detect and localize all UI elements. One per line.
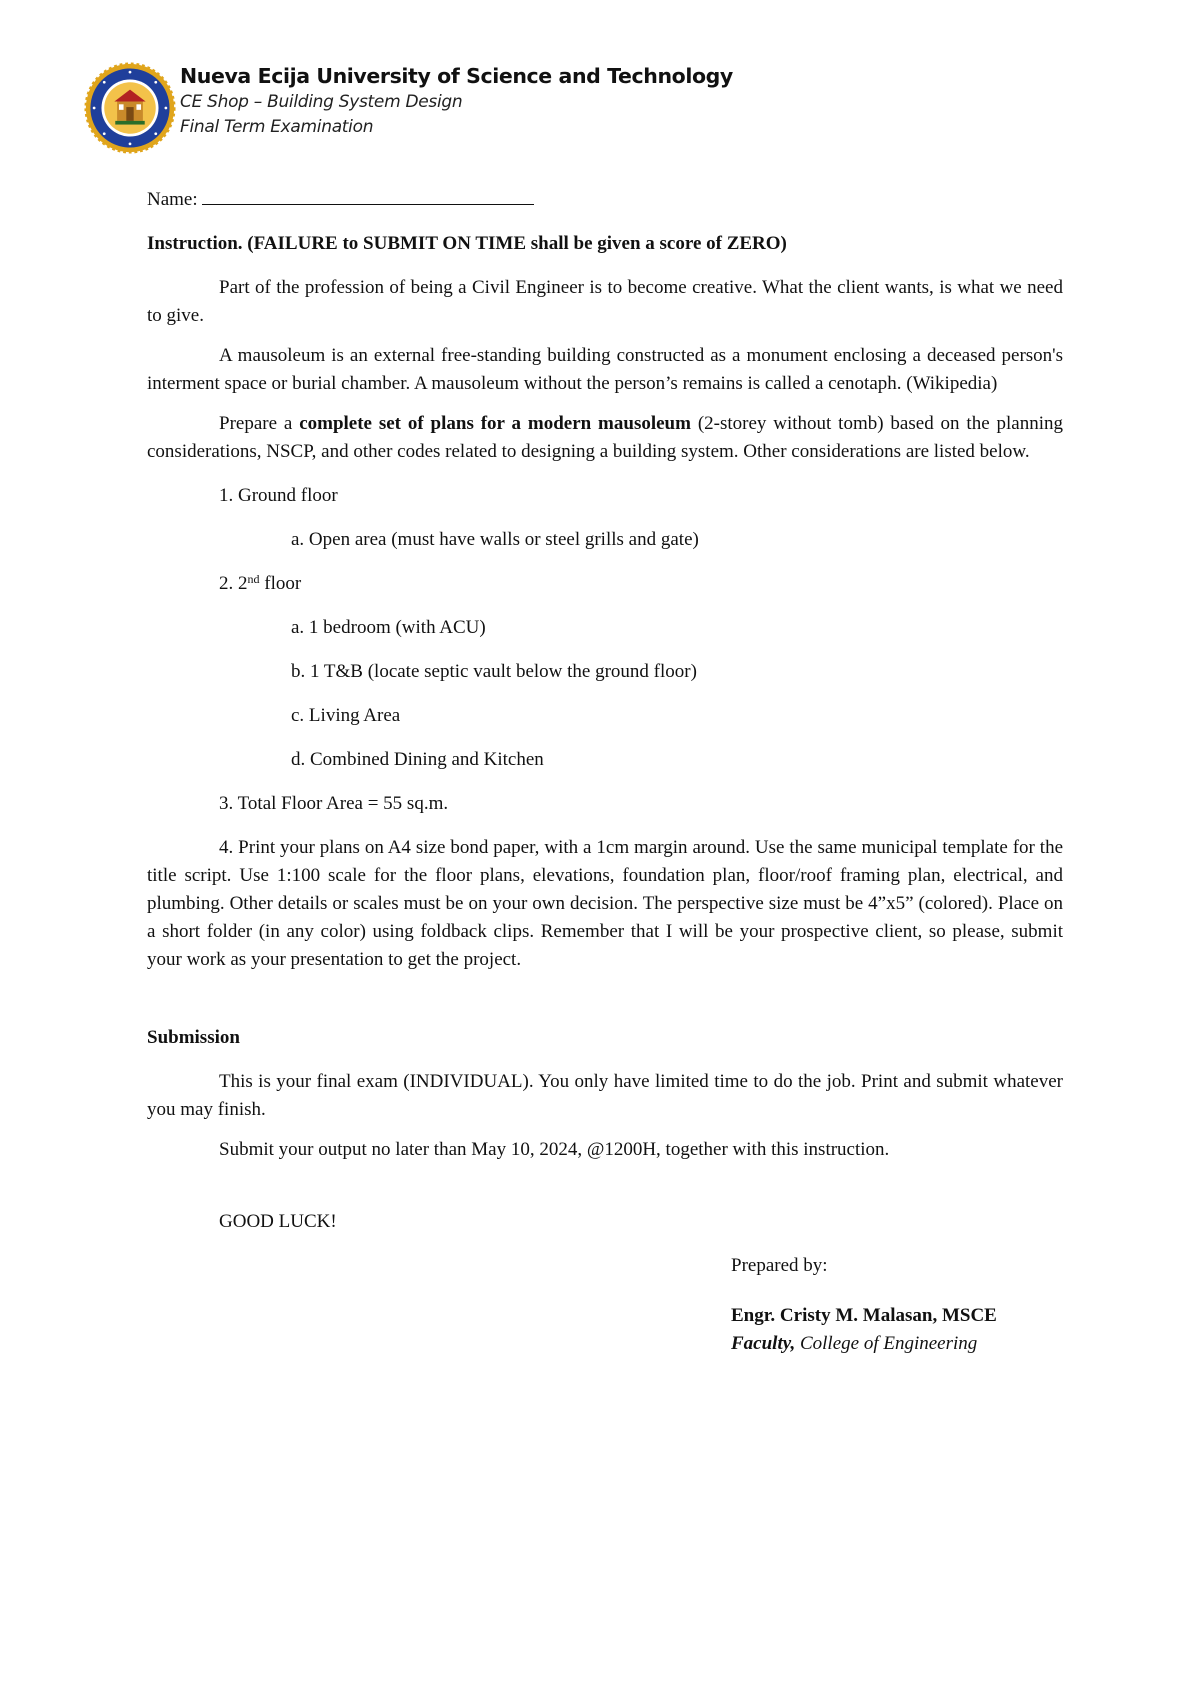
instruction-heading: Instruction. (FAILURE to SUBMIT ON TIME shall be given a score of ZERO) xyxy=(147,233,787,254)
second-floor-number: 2. 2 xyxy=(219,573,248,594)
university-name: Nueva Ecija University of Science and Technology xyxy=(180,64,733,88)
submission-heading: Submission xyxy=(147,1027,240,1048)
name-label: Name: xyxy=(147,189,198,210)
name-blank-line xyxy=(202,186,534,205)
submission-paragraph-1: This is your final exam (INDIVIDUAL). You only have limited time to do the job. Print and submit whatever you may finish. xyxy=(147,1071,1063,1120)
submission-deadline: Submit your output no later than May 10, 2024, @1200H, together with this instruction. xyxy=(219,1139,890,1160)
list-item-toilet-bath: b. 1 T&B (locate septic vault below the ground floor) xyxy=(291,661,697,682)
list-item-ground-floor: 1. Ground floor xyxy=(219,485,338,506)
list-item-floor-area: 3. Total Floor Area = 55 sq.m. xyxy=(219,793,449,814)
closing-good-luck: GOOD LUCK! xyxy=(219,1211,337,1232)
second-floor-label: floor xyxy=(259,573,302,594)
list-item-open-area: a. Open area (must have walls or steel grills and gate) xyxy=(291,529,699,550)
signatory-name: Engr. Cristy M. Malasan, MSCE xyxy=(731,1305,997,1326)
second-floor-suffix: nd xyxy=(247,572,260,586)
list-item-second-floor xyxy=(147,570,1063,598)
university-seal-logo xyxy=(84,62,176,154)
list-item-bedroom: a. 1 bedroom (with ACU) xyxy=(291,617,486,638)
list-item-dining-kitchen: d. Combined Dining and Kitchen xyxy=(291,749,544,770)
document-body xyxy=(147,186,1063,1358)
exam-title: Final Term Examination xyxy=(180,117,374,137)
instruction-paragraph-3 xyxy=(147,410,1063,466)
name-field-row xyxy=(147,186,1063,214)
signatory-role: Faculty, xyxy=(731,1333,796,1354)
list-item-living-area: c. Living Area xyxy=(291,705,401,726)
signatory-title xyxy=(147,1330,1063,1358)
prepared-by-label: Prepared by: xyxy=(731,1255,828,1276)
p3-emphasis: complete set of plans for a modern mausoleum xyxy=(299,413,691,434)
course-title: CE Shop – Building System Design xyxy=(180,92,463,112)
list-item-printing-instructions: 4. Print your plans on A4 size bond paper, with a 1cm margin around. Use the same municipal template for the title script. Use 1:100 scale for the floor plans, elevations, foundation plan, floor/roof framing plan, electrical, and plumbing. Other details or scales must be on your own decision. The perspective size must be 4”x5” (colored). Place on a short folder (in any color) using foldback clips. Remember that I will be your prospective client, so please, submit your work as your presentation to get the project. xyxy=(147,837,1063,970)
instruction-paragraph-1: Part of the profession of being a Civil Engineer is to become creative. What the client wants, is what we need to give. xyxy=(147,277,1063,326)
p3-text-end: (2-storey without tomb) based on the planning considerations, NSCP, and other codes related to designing a building system. Other considerations are listed below. xyxy=(147,413,1063,462)
document-header xyxy=(84,60,784,160)
instruction-paragraph-2: A mausoleum is an external free-standing building constructed as a monument enclosing a deceased person's interment space or burial chamber. A mausoleum without the person’s remains is called a cenotaph. (Wikipedia) xyxy=(147,345,1063,394)
p3-text-start: Prepare a xyxy=(219,413,300,434)
signatory-department: College of Engineering xyxy=(795,1333,978,1354)
